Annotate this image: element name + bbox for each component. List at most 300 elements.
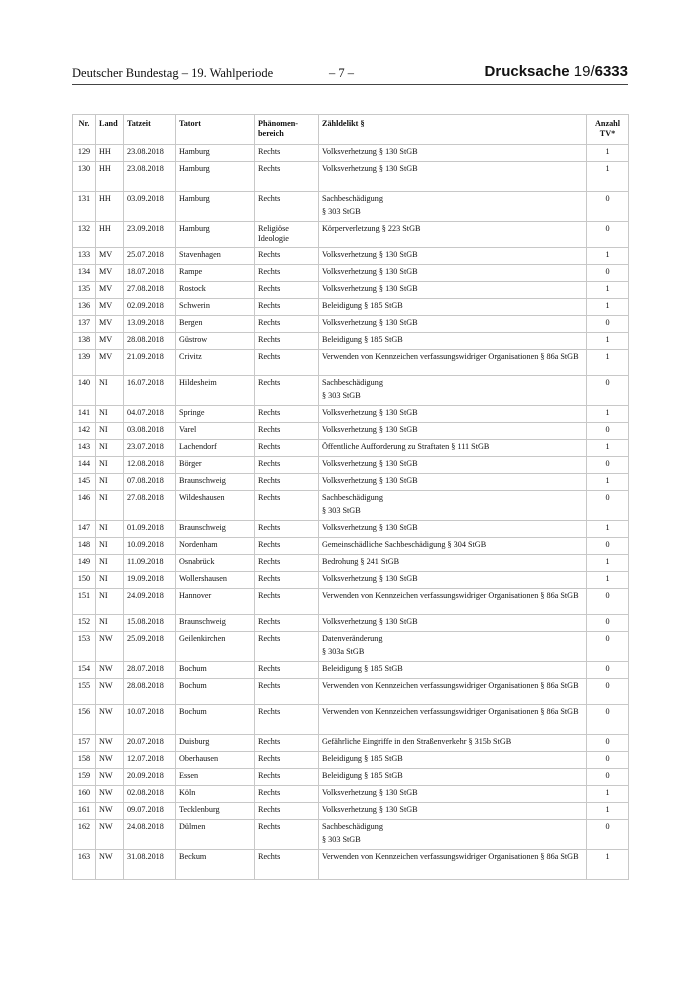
cell-delikt — [319, 192, 587, 222]
cell-tatzeit: 10.09.2018 — [124, 538, 176, 555]
cell-nr: 144 — [73, 457, 96, 474]
delikt-text: Volksverhetzung § 130 StGB — [322, 617, 418, 626]
cell-nr: 150 — [73, 572, 96, 589]
col-header-zaehldelikt: Zähldelikt § — [319, 115, 587, 145]
cell-nr: 143 — [73, 440, 96, 457]
delikt-text: Volksverhetzung § 130 StGB — [322, 574, 418, 583]
table-header-row — [73, 115, 629, 145]
cell-nr: 148 — [73, 538, 96, 555]
cell-tatzeit: 19.09.2018 — [124, 572, 176, 589]
cell-bereich: Rechts — [255, 820, 319, 850]
cell-delikt — [319, 333, 587, 350]
cell-anzahl-tv: 1 — [587, 350, 629, 376]
cell-tatzeit: 02.09.2018 — [124, 299, 176, 316]
delikt-text: Beleidigung § 185 StGB — [322, 754, 403, 763]
cell-tatort: Crivitz — [176, 350, 255, 376]
cell-land: MV — [96, 350, 124, 376]
cell-bereich: Rechts — [255, 589, 319, 615]
cell-land: MV — [96, 316, 124, 333]
cell-tatort: Dülmen — [176, 820, 255, 850]
cell-tatort: Oberhausen — [176, 752, 255, 769]
cell-tatzeit: 15.08.2018 — [124, 615, 176, 632]
cell-tatzeit: 10.07.2018 — [124, 705, 176, 735]
cell-bereich: Rechts — [255, 265, 319, 282]
table-row — [73, 162, 629, 192]
cell-bereich: Rechts — [255, 299, 319, 316]
cell-nr: 162 — [73, 820, 96, 850]
cell-tatzeit: 13.09.2018 — [124, 316, 176, 333]
cell-land: NI — [96, 572, 124, 589]
cell-land: NI — [96, 376, 124, 406]
cell-anzahl-tv: 0 — [587, 316, 629, 333]
cell-delikt — [319, 350, 587, 376]
cell-tatort: Lachendorf — [176, 440, 255, 457]
cell-anzahl-tv: 1 — [587, 282, 629, 299]
cell-tatzeit: 03.09.2018 — [124, 192, 176, 222]
cell-bereich: Rechts — [255, 474, 319, 491]
delikt-text: Volksverhetzung § 130 StGB — [322, 788, 418, 797]
cell-anzahl-tv: 1 — [587, 850, 629, 880]
cell-tatzeit: 03.08.2018 — [124, 423, 176, 440]
cell-tatort: Hamburg — [176, 162, 255, 192]
delikt-text: Verwenden von Kennzeichen verfassungswidriger Organisationen § 86a StGB — [322, 681, 579, 690]
cell-tatzeit: 23.08.2018 — [124, 162, 176, 192]
table-row — [73, 299, 629, 316]
cell-delikt — [319, 752, 587, 769]
cell-tatzeit: 02.08.2018 — [124, 786, 176, 803]
cell-bereich: Rechts — [255, 679, 319, 705]
page-header — [72, 63, 628, 85]
cell-nr: 163 — [73, 850, 96, 880]
cell-nr: 133 — [73, 248, 96, 265]
cell-nr: 146 — [73, 491, 96, 521]
table-row — [73, 248, 629, 265]
cell-tatzeit: 18.07.2018 — [124, 265, 176, 282]
cell-nr: 134 — [73, 265, 96, 282]
cell-land: MV — [96, 333, 124, 350]
cell-delikt — [319, 222, 587, 248]
cell-tatzeit: 25.07.2018 — [124, 248, 176, 265]
cell-land: NW — [96, 752, 124, 769]
cell-tatort: Osnabrück — [176, 555, 255, 572]
delikt-text: Volksverhetzung § 130 StGB — [322, 523, 418, 532]
cell-tatort: Geilenkirchen — [176, 632, 255, 662]
cell-anzahl-tv: 0 — [587, 735, 629, 752]
cell-nr: 158 — [73, 752, 96, 769]
table-row — [73, 615, 629, 632]
cell-anzahl-tv: 0 — [587, 457, 629, 474]
cell-tatzeit: 23.08.2018 — [124, 145, 176, 162]
cell-delikt — [319, 491, 587, 521]
table-row — [73, 803, 629, 820]
cell-land: NI — [96, 521, 124, 538]
table-row — [73, 679, 629, 705]
cell-land: MV — [96, 265, 124, 282]
cell-nr: 159 — [73, 769, 96, 786]
cell-anzahl-tv: 1 — [587, 248, 629, 265]
delikt-text: Sachbeschädigung — [322, 194, 383, 203]
cell-land: NI — [96, 423, 124, 440]
cell-bereich: Rechts — [255, 162, 319, 192]
table-row — [73, 350, 629, 376]
table-row — [73, 752, 629, 769]
cell-delikt — [319, 769, 587, 786]
cell-bereich: Rechts — [255, 376, 319, 406]
cell-delikt — [319, 589, 587, 615]
cell-bereich: Rechts — [255, 572, 319, 589]
cell-nr: 135 — [73, 282, 96, 299]
cell-delikt — [319, 786, 587, 803]
cell-bereich: Rechts — [255, 521, 319, 538]
cell-bereich: Rechts — [255, 769, 319, 786]
cell-nr: 160 — [73, 786, 96, 803]
doc-num: 6333 — [594, 63, 628, 80]
cell-tatort: Bergen — [176, 316, 255, 333]
cell-land: HH — [96, 222, 124, 248]
cell-tatort: Wollershausen — [176, 572, 255, 589]
cell-bereich: Rechts — [255, 316, 319, 333]
delikt-text: Gefährliche Eingriffe in den Straßenverkehr § 315b StGB — [322, 737, 512, 746]
cell-bereich: Rechts — [255, 850, 319, 880]
cell-nr: 157 — [73, 735, 96, 752]
cell-land: NI — [96, 538, 124, 555]
cell-delikt — [319, 299, 587, 316]
delikt-text: Gemeinschädliche Sachbeschädigung § 304 StGB — [322, 540, 487, 549]
cell-delikt — [319, 803, 587, 820]
page-number: – 7 – — [329, 66, 354, 80]
delikt-text: Sachbeschädigung — [322, 493, 383, 502]
col-header-land: Land — [96, 115, 124, 145]
cell-delikt — [319, 735, 587, 752]
cell-tatort: Güstrow — [176, 333, 255, 350]
delikt-text: Datenveränderung — [322, 634, 383, 643]
delikt-paragraph: § 303 StGB — [322, 835, 361, 845]
delikt-text: Sachbeschädigung — [322, 378, 383, 387]
col-header-tatzeit: Tatzeit — [124, 115, 176, 145]
cell-tatzeit: 04.07.2018 — [124, 406, 176, 423]
cell-tatort: Nordenham — [176, 538, 255, 555]
cell-tatort: Braunschweig — [176, 521, 255, 538]
delikt-text: Verwenden von Kennzeichen verfassungswidriger Organisationen § 86a StGB — [322, 707, 579, 716]
cell-bereich: Rechts — [255, 555, 319, 572]
cell-tatort: Stavenhagen — [176, 248, 255, 265]
cell-delikt — [319, 376, 587, 406]
cell-tatort: Rampe — [176, 265, 255, 282]
cell-tatzeit: 27.08.2018 — [124, 491, 176, 521]
cell-anzahl-tv: 0 — [587, 820, 629, 850]
incident-table — [72, 114, 629, 880]
cell-tatzeit: 20.07.2018 — [124, 735, 176, 752]
cell-anzahl-tv: 0 — [587, 705, 629, 735]
delikt-paragraph: § 303 StGB — [322, 391, 361, 401]
cell-anzahl-tv: 0 — [587, 265, 629, 282]
cell-nr: 129 — [73, 145, 96, 162]
cell-nr: 131 — [73, 192, 96, 222]
cell-bereich: Rechts — [255, 282, 319, 299]
cell-nr: 138 — [73, 333, 96, 350]
cell-delikt — [319, 265, 587, 282]
cell-delikt — [319, 440, 587, 457]
cell-bereich: Rechts — [255, 735, 319, 752]
cell-tatort: Schwerin — [176, 299, 255, 316]
cell-nr: 139 — [73, 350, 96, 376]
table-row — [73, 521, 629, 538]
cell-bereich: Rechts — [255, 406, 319, 423]
cell-tatort: Hamburg — [176, 145, 255, 162]
cell-nr: 153 — [73, 632, 96, 662]
cell-land: NW — [96, 820, 124, 850]
table-row — [73, 457, 629, 474]
cell-land: NW — [96, 735, 124, 752]
table-row — [73, 282, 629, 299]
cell-tatort: Hamburg — [176, 192, 255, 222]
delikt-text: Sachbeschädigung — [322, 822, 383, 831]
cell-tatzeit: 25.09.2018 — [124, 632, 176, 662]
cell-tatzeit: 28.07.2018 — [124, 662, 176, 679]
col-header-anzahl-tv: Anzahl TV* — [587, 115, 629, 145]
cell-bereich: Rechts — [255, 145, 319, 162]
cell-tatzeit: 21.09.2018 — [124, 350, 176, 376]
col-header-tatort: Tatort — [176, 115, 255, 145]
cell-nr: 155 — [73, 679, 96, 705]
cell-tatzeit: 20.09.2018 — [124, 769, 176, 786]
cell-land: HH — [96, 145, 124, 162]
cell-tatort: Börger — [176, 457, 255, 474]
cell-anzahl-tv: 1 — [587, 145, 629, 162]
table-row — [73, 769, 629, 786]
table-row — [73, 538, 629, 555]
cell-delikt — [319, 521, 587, 538]
cell-anzahl-tv: 1 — [587, 299, 629, 316]
cell-nr: 137 — [73, 316, 96, 333]
table-row — [73, 820, 629, 850]
cell-anzahl-tv: 0 — [587, 679, 629, 705]
cell-land: NW — [96, 769, 124, 786]
table-row — [73, 316, 629, 333]
cell-land: NI — [96, 474, 124, 491]
cell-tatzeit: 16.07.2018 — [124, 376, 176, 406]
cell-land: NW — [96, 803, 124, 820]
doc-num-prefix: 19/ — [573, 63, 595, 80]
cell-tatort: Varel — [176, 423, 255, 440]
cell-tatzeit: 27.08.2018 — [124, 282, 176, 299]
table-row — [73, 474, 629, 491]
cell-delikt — [319, 538, 587, 555]
cell-anzahl-tv: 0 — [587, 662, 629, 679]
cell-delikt — [319, 423, 587, 440]
cell-land: NW — [96, 786, 124, 803]
cell-bereich: Rechts — [255, 803, 319, 820]
col-header-nr: Nr. — [73, 115, 96, 145]
cell-nr: 149 — [73, 555, 96, 572]
cell-tatzeit: 28.08.2018 — [124, 679, 176, 705]
cell-delikt — [319, 474, 587, 491]
cell-anzahl-tv: 1 — [587, 555, 629, 572]
cell-anzahl-tv: 0 — [587, 589, 629, 615]
cell-tatort: Essen — [176, 769, 255, 786]
cell-nr: 140 — [73, 376, 96, 406]
cell-land: NI — [96, 589, 124, 615]
cell-land: HH — [96, 192, 124, 222]
cell-anzahl-tv: 0 — [587, 538, 629, 555]
cell-tatort: Bochum — [176, 705, 255, 735]
cell-bereich: Rechts — [255, 786, 319, 803]
delikt-text: Volksverhetzung § 130 StGB — [322, 267, 418, 276]
cell-land: NI — [96, 440, 124, 457]
cell-land: NI — [96, 457, 124, 474]
cell-delikt — [319, 679, 587, 705]
cell-tatort: Tecklenburg — [176, 803, 255, 820]
cell-nr: 132 — [73, 222, 96, 248]
table-row — [73, 705, 629, 735]
cell-anzahl-tv: 0 — [587, 376, 629, 406]
cell-land: NI — [96, 491, 124, 521]
cell-delikt — [319, 850, 587, 880]
delikt-text: Öffentliche Aufforderung zu Straftaten § 111 StGB — [322, 442, 490, 451]
cell-land: NW — [96, 679, 124, 705]
cell-tatort: Köln — [176, 786, 255, 803]
cell-land: MV — [96, 282, 124, 299]
cell-land: NW — [96, 850, 124, 880]
delikt-text: Bedrohung § 241 StGB — [322, 557, 400, 566]
cell-bereich: Rechts — [255, 350, 319, 376]
table-row — [73, 192, 629, 222]
delikt-text: Verwenden von Kennzeichen verfassungswidriger Organisationen § 86a StGB — [322, 591, 579, 600]
cell-anzahl-tv: 1 — [587, 406, 629, 423]
cell-tatzeit: 12.08.2018 — [124, 457, 176, 474]
cell-tatort: Hildesheim — [176, 376, 255, 406]
cell-tatort: Hamburg — [176, 222, 255, 248]
cell-land: NI — [96, 615, 124, 632]
table-row — [73, 850, 629, 880]
cell-tatort: Beckum — [176, 850, 255, 880]
cell-land: NW — [96, 705, 124, 735]
table-row — [73, 265, 629, 282]
cell-delikt — [319, 316, 587, 333]
cell-land: MV — [96, 248, 124, 265]
cell-tatzeit: 07.08.2018 — [124, 474, 176, 491]
cell-land: MV — [96, 299, 124, 316]
cell-anzahl-tv: 0 — [587, 423, 629, 440]
cell-anzahl-tv: 0 — [587, 769, 629, 786]
cell-bereich: Rechts — [255, 705, 319, 735]
cell-nr: 156 — [73, 705, 96, 735]
cell-tatort: Hannover — [176, 589, 255, 615]
delikt-text: Volksverhetzung § 130 StGB — [322, 147, 418, 156]
document-number — [485, 63, 628, 80]
cell-tatort: Springe — [176, 406, 255, 423]
cell-anzahl-tv: 1 — [587, 572, 629, 589]
delikt-text: Volksverhetzung § 130 StGB — [322, 284, 418, 293]
delikt-text: Volksverhetzung § 130 StGB — [322, 250, 418, 259]
cell-tatort: Braunschweig — [176, 615, 255, 632]
cell-bereich: Rechts — [255, 192, 319, 222]
cell-delikt — [319, 705, 587, 735]
cell-nr: 136 — [73, 299, 96, 316]
header-parliament: Deutscher Bundestag – 19. Wahlperiode — [72, 66, 274, 80]
table-row — [73, 333, 629, 350]
delikt-text: Verwenden von Kennzeichen verfassungswidriger Organisationen § 86a StGB — [322, 852, 579, 861]
cell-anzahl-tv: 0 — [587, 615, 629, 632]
delikt-text: Beleidigung § 185 StGB — [322, 301, 403, 310]
cell-nr: 151 — [73, 589, 96, 615]
cell-delikt — [319, 406, 587, 423]
cell-tatzeit: 23.09.2018 — [124, 222, 176, 248]
cell-delikt — [319, 145, 587, 162]
cell-tatzeit: 31.08.2018 — [124, 850, 176, 880]
delikt-text: Beleidigung § 185 StGB — [322, 771, 403, 780]
table-row — [73, 632, 629, 662]
cell-tatort: Bochum — [176, 662, 255, 679]
cell-delikt — [319, 162, 587, 192]
table-row — [73, 423, 629, 440]
cell-delikt — [319, 632, 587, 662]
cell-tatzeit: 01.09.2018 — [124, 521, 176, 538]
cell-delikt — [319, 615, 587, 632]
cell-anzahl-tv: 1 — [587, 440, 629, 457]
delikt-text: Beleidigung § 185 StGB — [322, 664, 403, 673]
cell-tatzeit: 24.09.2018 — [124, 589, 176, 615]
cell-land: NI — [96, 406, 124, 423]
delikt-text: Beleidigung § 185 StGB — [322, 335, 403, 344]
cell-bereich: Rechts — [255, 752, 319, 769]
delikt-text: Volksverhetzung § 130 StGB — [322, 318, 418, 327]
cell-land: NI — [96, 555, 124, 572]
cell-bereich: Rechts — [255, 457, 319, 474]
cell-land: HH — [96, 162, 124, 192]
cell-nr: 147 — [73, 521, 96, 538]
cell-bereich: Rechts — [255, 662, 319, 679]
cell-tatzeit: 11.09.2018 — [124, 555, 176, 572]
delikt-text: Volksverhetzung § 130 StGB — [322, 805, 418, 814]
table-body — [73, 145, 629, 880]
cell-anzahl-tv: 1 — [587, 162, 629, 192]
cell-nr: 141 — [73, 406, 96, 423]
delikt-text: Volksverhetzung § 130 StGB — [322, 164, 418, 173]
cell-anzahl-tv: 0 — [587, 491, 629, 521]
cell-bereich: Rechts — [255, 615, 319, 632]
cell-anzahl-tv: 1 — [587, 333, 629, 350]
delikt-paragraph: § 303 StGB — [322, 207, 361, 217]
cell-delikt — [319, 457, 587, 474]
cell-anzahl-tv: 1 — [587, 521, 629, 538]
cell-anzahl-tv: 0 — [587, 632, 629, 662]
cell-bereich: Rechts — [255, 423, 319, 440]
cell-tatort: Wildeshausen — [176, 491, 255, 521]
table-row — [73, 440, 629, 457]
cell-bereich: Rechts — [255, 440, 319, 457]
cell-bereich: Rechts — [255, 538, 319, 555]
cell-nr: 154 — [73, 662, 96, 679]
cell-anzahl-tv: 1 — [587, 474, 629, 491]
cell-tatort: Bochum — [176, 679, 255, 705]
delikt-text: Volksverhetzung § 130 StGB — [322, 459, 418, 468]
cell-delikt — [319, 282, 587, 299]
cell-nr: 142 — [73, 423, 96, 440]
cell-land: NW — [96, 662, 124, 679]
delikt-paragraph: § 303 StGB — [322, 506, 361, 516]
table-row — [73, 572, 629, 589]
cell-tatzeit: 09.07.2018 — [124, 803, 176, 820]
cell-delikt — [319, 820, 587, 850]
cell-nr: 152 — [73, 615, 96, 632]
col-header-phaenomenbereich: Phänomen-bereich — [255, 115, 319, 145]
cell-bereich: Religiöse Ideologie — [255, 222, 319, 248]
doc-label: Drucksache — [484, 63, 570, 80]
table-row — [73, 786, 629, 803]
delikt-text: Volksverhetzung § 130 StGB — [322, 476, 418, 485]
cell-nr: 161 — [73, 803, 96, 820]
